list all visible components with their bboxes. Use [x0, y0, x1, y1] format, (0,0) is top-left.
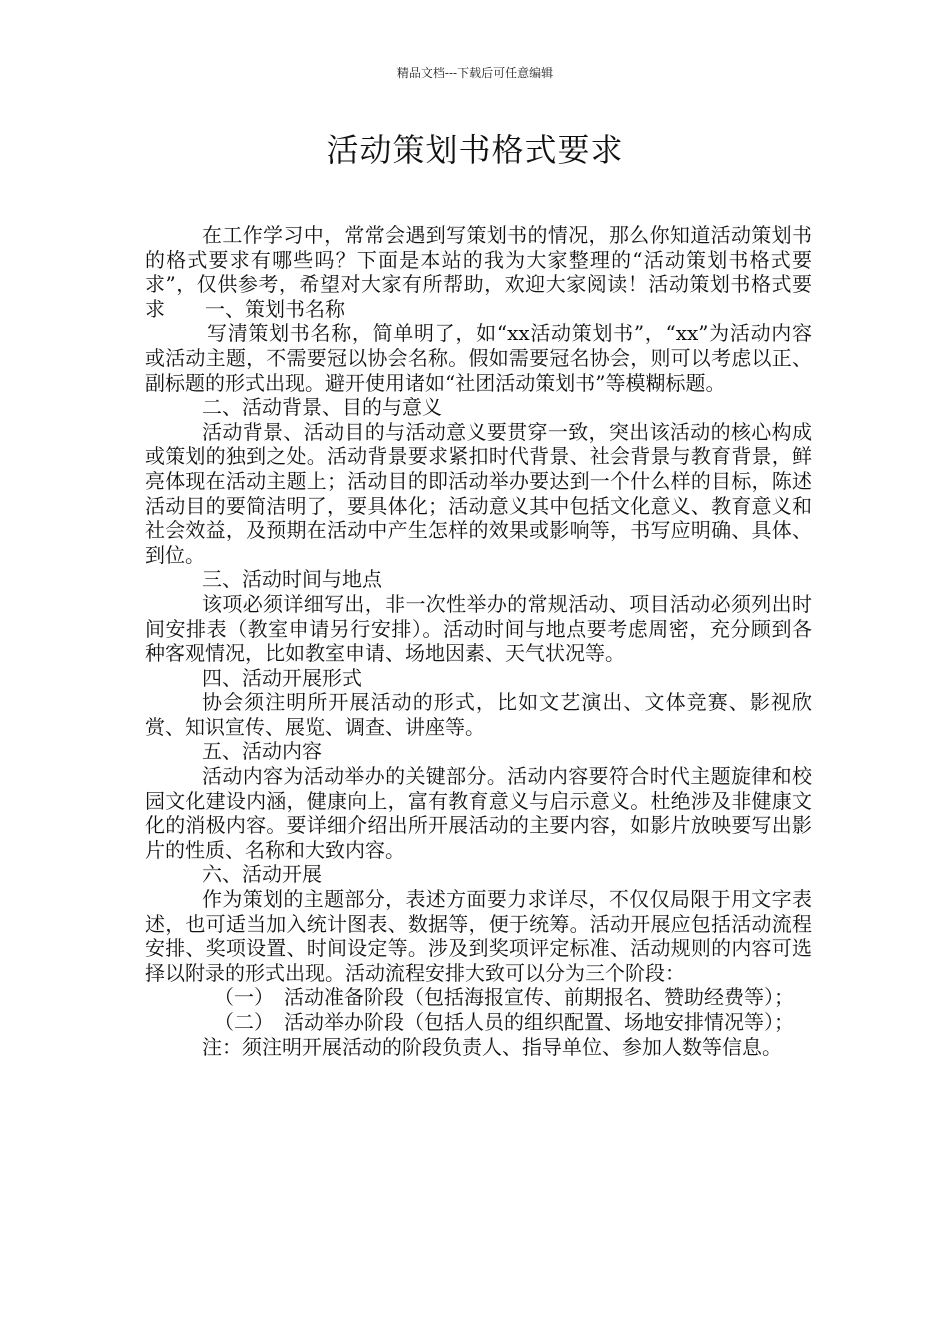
note-paragraph: 注：须注明开展活动的阶段负责人、指导单位、参加人数等信息。: [202, 1034, 782, 1059]
section-3-heading: 三、活动时间与地点: [202, 567, 382, 592]
section-1-body: 写清策划书名称，简单明了，如“xx活动策划书”，“xx”为活动内容或活动主题，不需要冠以协会名称。假如需要冠名协会，则可以考虑以正、副标题的形式出现。避开使用诸如“社团活动策划书”等模糊标题。: [145, 321, 812, 395]
section-4-heading: 四、活动开展形式: [202, 665, 362, 690]
intro-paragraph: 在工作学习中，常常会遇到写策划书的情况，那么你知道活动策划书的格式要求有哪些吗？下面是本站的我为大家整理的“活动策划书格式要求”，仅供参考，希望对大家有所帮助，欢迎大家阅读！活动策划书格式要求 一、策划书名称: [145, 223, 812, 321]
stage-2-item: （二） 活动举办阶段（包括人员的组织配置、场地安排情况等）；: [214, 1010, 794, 1034]
document-body: [145, 223, 812, 1059]
stage-1-item: （一） 活动准备阶段（包括海报宣传、前期报名、赞助经费等）；: [214, 985, 794, 1010]
section-6-body: 作为策划的主题部分，表述方面要力求详尽，不仅仅局限于用文字表述，也可适当加入统计图表、数据等，便于统筹。活动开展应包括活动流程安排、奖项设置、时间设定等。涉及到奖项评定标准、活动规则的内容可选择以附录的形式出现。活动流程安排大致可以分为三个阶段：: [145, 887, 812, 985]
section-2-heading: 二、活动背景、目的与意义: [202, 395, 442, 420]
section-5-body: 活动内容为活动举办的关键部分。活动内容要符合时代主题旋律和校园文化建设内涵，健康向上，富有教育意义与启示意义。杜绝涉及非健康文化的消极内容。要详细介绍出所开展活动的主要内容，如影片放映要写出影片的性质、名称和大致内容。: [145, 764, 812, 862]
section-5-heading: 五、活动内容: [202, 739, 322, 764]
document-title: 活动策划书格式要求: [326, 131, 624, 169]
section-4-body: 协会须注明所开展活动的形式，比如文艺演出、文体竞赛、影视欣赏、知识宣传、展览、调查、讲座等。: [145, 690, 812, 739]
section-3-body: 该项必须详细写出，非一次性举办的常规活动、项目活动必须列出时间安排表（教室申请另行安排）。活动时间与地点要考虑周密，充分顾到各种客观情况，比如教室申请、场地因素、天气状况等。: [145, 591, 812, 666]
section-2-body: 活动背景、活动目的与活动意义要贯穿一致，突出该活动的核心构成或策划的独到之处。活动背景要求紧扣时代背景、社会背景与教育背景，鲜亮体现在活动主题上；活动目的即活动举办要达到一个什么样的目标，陈述活动目的要简洁明了，要具体化；活动意义其中包括文化意义、教育意义和社会效益，及预期在活动中产生怎样的效果或影响等，书写应明确、具体、到位。: [145, 419, 812, 567]
header-note: 精品文档---下载后可任意编辑: [396, 66, 554, 80]
section-6-heading: 六、活动开展: [202, 862, 322, 887]
